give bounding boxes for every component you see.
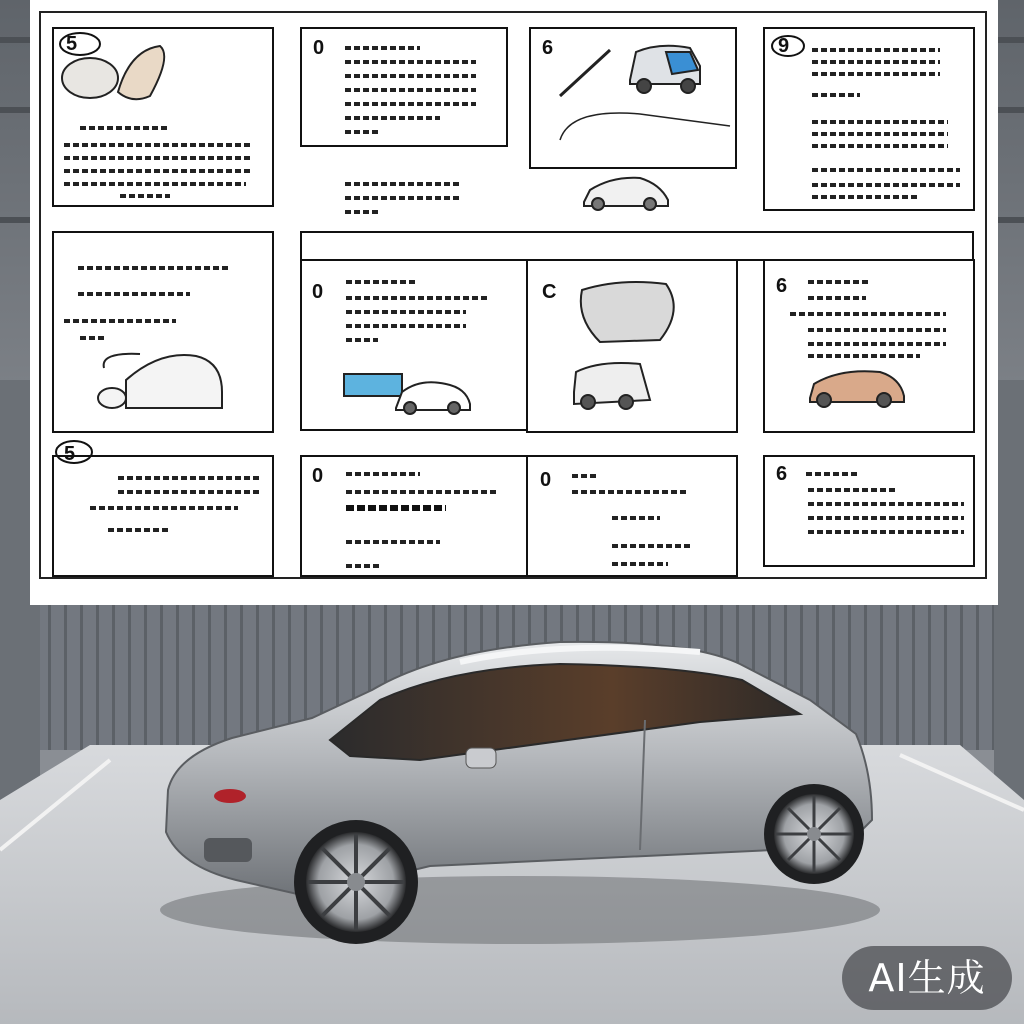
car-grille	[204, 838, 252, 862]
svg-text:6: 6	[542, 37, 554, 59]
svg-text:5: 5	[66, 33, 78, 55]
svg-text:0: 0	[312, 465, 324, 487]
right-wall	[994, 380, 1024, 800]
svg-text:6: 6	[776, 275, 788, 297]
svg-text:0: 0	[313, 37, 325, 59]
ai-generated-badge: AI生成	[842, 946, 1012, 1010]
svg-text:0: 0	[540, 469, 552, 491]
svg-text:9: 9	[778, 35, 790, 57]
svg-text:0: 0	[312, 281, 324, 303]
car-mirror	[466, 748, 496, 768]
svg-text:6: 6	[776, 463, 788, 485]
car-headlight	[214, 789, 246, 803]
svg-text:C: C	[542, 281, 557, 303]
rear-wheel-icon	[764, 784, 864, 884]
front-wheel-icon	[294, 820, 418, 944]
svg-text:5: 5	[64, 443, 76, 465]
sketch-board	[30, 0, 998, 605]
